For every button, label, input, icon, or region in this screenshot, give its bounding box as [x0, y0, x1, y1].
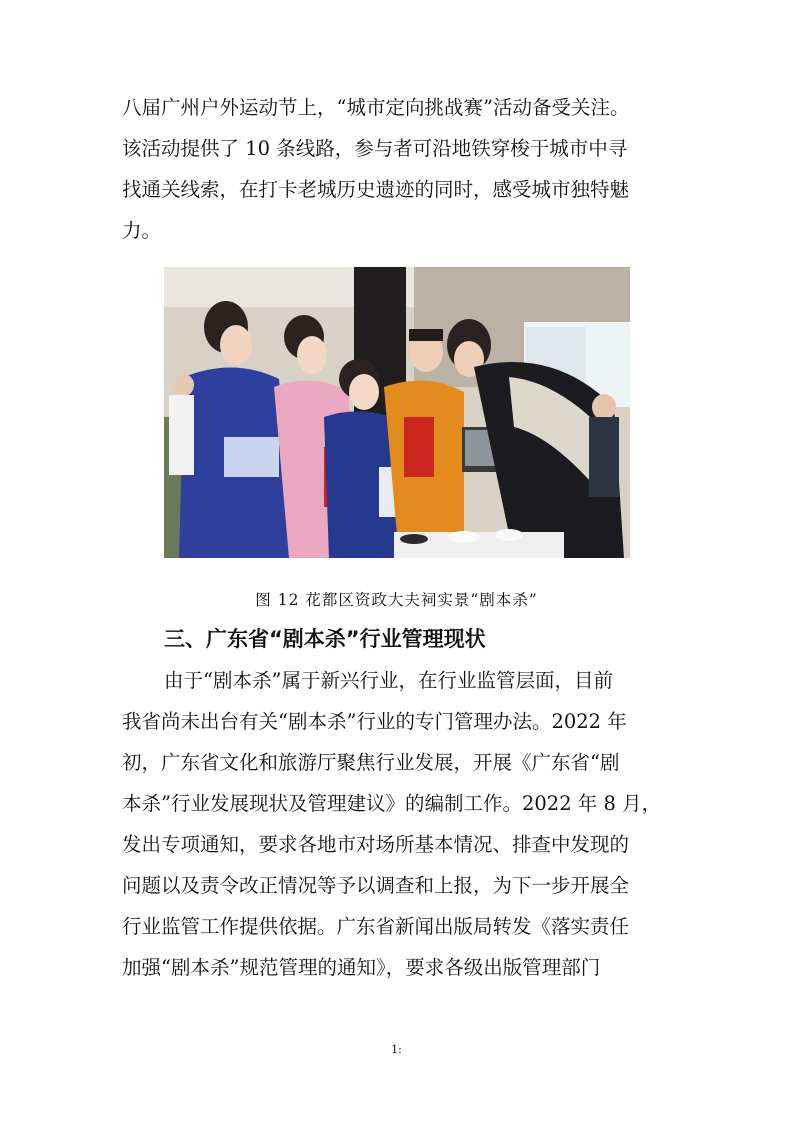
page-number: 1: [391, 1043, 402, 1056]
paragraph-line: 力。 [122, 219, 162, 242]
paragraph-line: 加强“剧本杀”规范管理的通知》，要求各级出版管理部门 [122, 956, 601, 979]
paragraph-line: 行业监管工作提供依据。广东省新闻出版局转发《落实责任 [122, 915, 630, 938]
paragraph-line: 由于“剧本杀”属于新兴行业，在行业监管层面，目前 [164, 669, 613, 692]
section-heading: 三、广东省“剧本杀”行业管理现状 [164, 627, 486, 651]
paragraph-line: 我省尚未出台有关“剧本杀”行业的专门管理办法。2022 年 [122, 710, 627, 733]
paragraph-line: 八届广州户外运动节上，“城市定向挑战赛”活动备受关注。 [122, 96, 630, 119]
paragraph-line: 问题以及责令改正情况等予以调查和上报，为下一步开展全 [122, 874, 630, 897]
paragraph-line: 初，广东省文化和旅游厅聚焦行业发展，开展《广东省“剧 [122, 751, 620, 774]
paragraph-regulation [122, 660, 670, 988]
paragraph-line: 该活动提供了 10 条线路，参与者可沿地铁穿梭于城市中寻 [122, 137, 628, 160]
figure-photo [164, 267, 630, 558]
paragraph-line: 找通关线索，在打卡老城历史遗迹的同时，感受城市独特魅 [122, 178, 630, 201]
paragraph-line: 本杀”行业发展现状及管理建议》的编制工作。2022 年 8 月， [122, 792, 662, 815]
paragraph-line: 发出专项通知，要求各地市对场所基本情况、排查中发现的 [122, 833, 630, 856]
photo-image [164, 267, 630, 558]
paragraph-outdoor-festival [122, 87, 670, 251]
figure-caption: 图 12 花都区资政大夫祠实景“剧本杀” [255, 591, 538, 609]
